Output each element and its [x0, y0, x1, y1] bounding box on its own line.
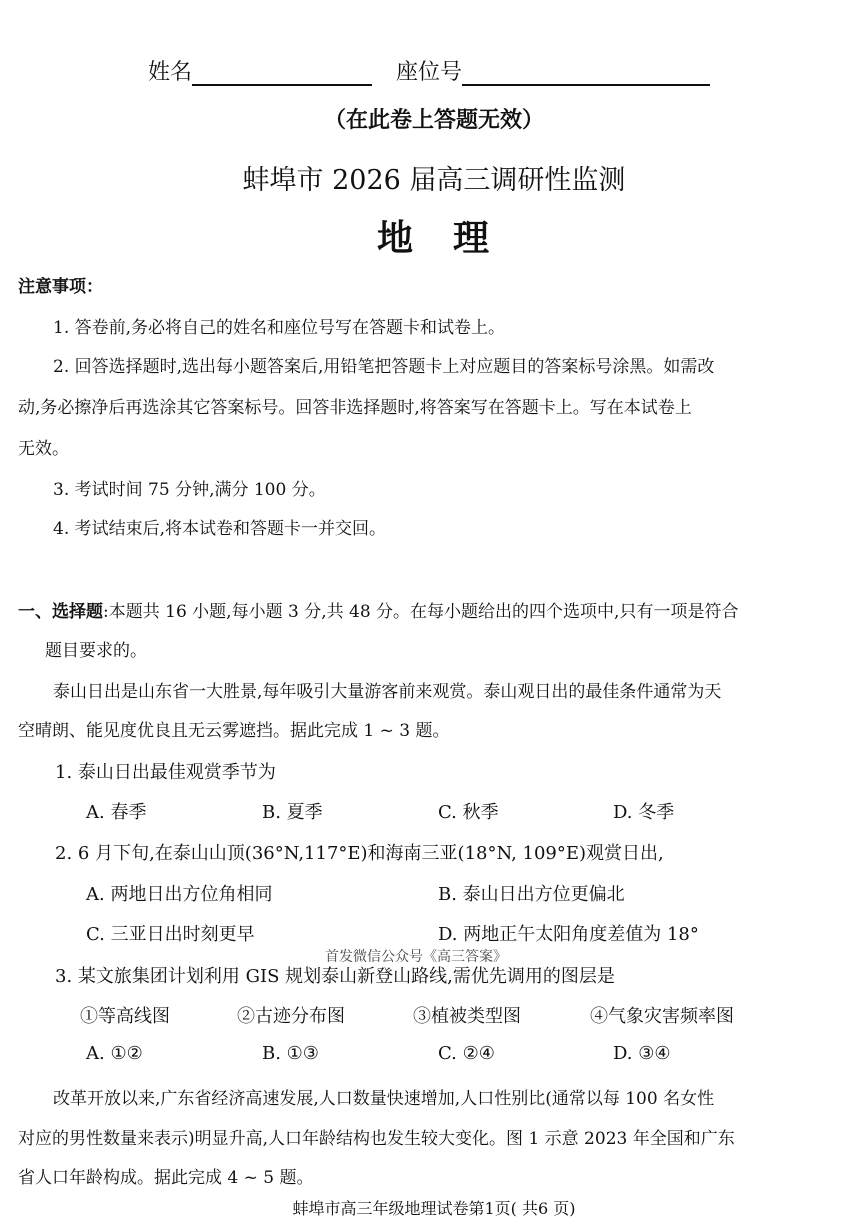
section-heading-label: 一、选择题: [18, 602, 103, 622]
q3-option-d: D. ③④: [613, 1043, 671, 1064]
name-label: 姓名: [148, 60, 193, 85]
passage1-line1: 泰山日出是山东省一大胜景,每年吸引大量游客前来观赏。泰山观日出的最佳条件通常为天: [53, 682, 722, 702]
note-item-2b: 动,务必擦净后再选涂其它答案标号。回答非选择题时,将答案写在答题卡上。写在本试卷上: [18, 398, 692, 418]
q3-option-a: A. ①②: [86, 1043, 143, 1064]
q3-option-b: B. ①③: [262, 1043, 319, 1064]
passage2-line3: 省人口年龄构成。据此完成 4 ~ 5 题。: [18, 1168, 314, 1188]
q1-option-b: B. 夏季: [262, 802, 323, 823]
name-field: [148, 55, 372, 86]
q2-option-b: B. 泰山日出方位更偏北: [438, 884, 625, 905]
q3-stem: 3. 某文旅集团计划利用 GIS 规划泰山新登山路线,需优先调用的图层是: [55, 966, 615, 987]
q3-layer-2: ②古迹分布图: [237, 1006, 345, 1027]
q2-option-a: A. 两地日出方位角相同: [86, 884, 273, 905]
seat-label: 座位号: [396, 60, 463, 85]
section-heading: [18, 597, 738, 622]
q1-stem: 1. 泰山日出最佳观赏季节为: [55, 762, 276, 783]
exam-title: 蚌埠市 2026 届高三调研性监测: [242, 165, 626, 196]
q3-layer-3: ③植被类型图: [413, 1006, 521, 1027]
note-item-1: 1. 答卷前,务必将自己的姓名和座位号写在答题卡和试卷上。: [53, 318, 506, 338]
section-heading-line2: 题目要求的。: [45, 641, 147, 661]
note-item-3: 3. 考试时间 75 分钟,满分 100 分。: [53, 480, 326, 500]
note-item-4: 4. 考试结束后,将本试卷和答题卡一并交回。: [53, 519, 387, 539]
q2-stem: 2. 6 月下旬,在泰山山顶(36°N,117°E)和海南三亚(18°N, 109°E)观赏日出,: [55, 843, 664, 864]
q2-option-c: C. 三亚日出时刻更早: [86, 924, 255, 945]
notes-heading: 注意事项：: [18, 277, 103, 297]
watermark: 首发微信公众号《高三答案》: [325, 949, 507, 965]
note-item-2c: 无效。: [18, 439, 69, 459]
q1-option-a: A. 春季: [86, 802, 147, 823]
note-item-2a: 2. 回答选择题时,选出每小题答案后,用铅笔把答题卡上对应题目的答案标号涂黑。如需改: [53, 357, 715, 377]
passage2-line2: 对应的男性数量来表示)明显升高,人口年龄结构也发生较大变化。图 1 示意 2023 年全国和广东: [18, 1129, 735, 1149]
q2-option-d: D. 两地正午太阳角度差值为 18°: [438, 924, 699, 945]
q1-option-c: C. 秋季: [438, 802, 499, 823]
invalid-note: （在此卷上答题无效）: [323, 108, 544, 133]
passage2-line1: 改革开放以来,广东省经济高速发展,人口数量快速增加,人口性别比(通常以每 100 名女性: [53, 1089, 715, 1109]
name-blank: [192, 62, 372, 86]
passage1-line2: 空晴朗、能见度优良且无云雾遮挡。据此完成 1 ~ 3 题。: [18, 721, 450, 741]
seat-field: [396, 55, 710, 86]
page-footer: 蚌埠市高三年级地理试卷第1页( 共6 页): [292, 1199, 576, 1218]
subject-title: 地 理: [376, 218, 491, 259]
q3-layer-1: ①等高线图: [80, 1006, 170, 1027]
q3-layer-4: ④气象灾害频率图: [590, 1006, 734, 1027]
q1-option-d: D. 冬季: [613, 802, 675, 823]
section-heading-text: :本题共 16 小题,每小题 3 分,共 48 分。在每小题给出的四个选项中,只有一项是符合: [103, 602, 739, 622]
seat-blank: [462, 62, 710, 86]
q3-option-c: C. ②④: [438, 1043, 495, 1064]
